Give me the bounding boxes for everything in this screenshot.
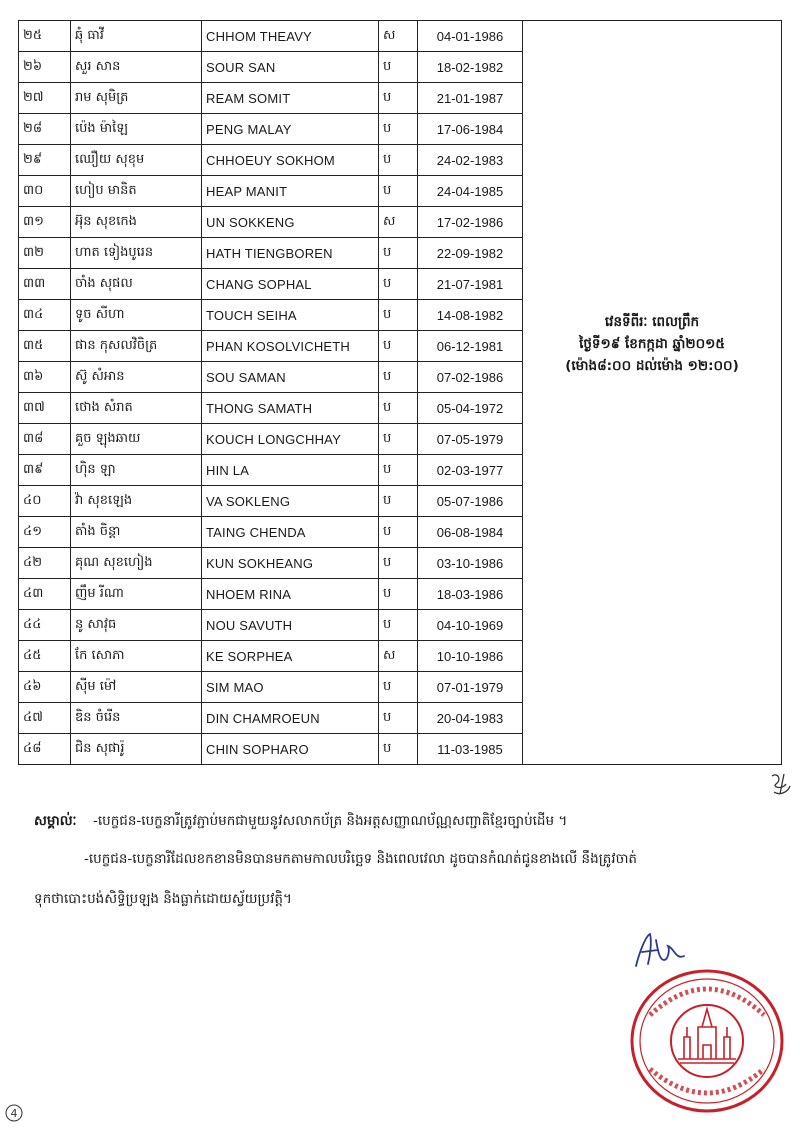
candidate-sex: ប [379, 114, 418, 145]
candidate-birth-date: 03-10-1986 [418, 548, 523, 579]
candidate-name-khmer: អ៊ុន សុខកេង [71, 207, 202, 238]
candidate-birth-date: 11-03-1985 [418, 734, 523, 765]
candidate-sex: ស [379, 21, 418, 52]
candidate-name-khmer: រាម សុមិត្រ [71, 83, 202, 114]
candidate-name-khmer: ផាន កុសលវិចិត្រ [71, 331, 202, 362]
candidate-number: ៣៨ [19, 424, 71, 455]
candidate-name-khmer: ស៊ូ សំអាន [71, 362, 202, 393]
candidate-birth-date: 04-01-1986 [418, 21, 523, 52]
candidate-birth-date: 22-09-1982 [418, 238, 523, 269]
candidate-sex: ប [379, 83, 418, 114]
candidate-number: ៤២ [19, 548, 71, 579]
candidate-name-latin: REAM SOMIT [202, 83, 379, 114]
candidate-birth-date: 24-04-1985 [418, 176, 523, 207]
candidate-sex: ប [379, 52, 418, 83]
candidate-number: ២៨ [19, 114, 71, 145]
candidate-name-latin: KUN SOKHEANG [202, 548, 379, 579]
candidate-name-khmer: កែ សោភា [71, 641, 202, 672]
candidate-sex: ប [379, 610, 418, 641]
note-line-3: ទុកថាបោះបង់សិទ្ធិប្រឡង និងធ្លាក់ដោយស្វ័យប្រវត្តិ។ [34, 891, 292, 907]
schedule-line-1: វេនទីពីរៈ ពេលព្រឹក [604, 314, 700, 330]
candidate-birth-date: 05-04-1972 [418, 393, 523, 424]
candidate-name-khmer: គួច ឡុងឆាយ [71, 424, 202, 455]
candidate-birth-date: 18-03-1986 [418, 579, 523, 610]
candidate-sex: ប [379, 393, 418, 424]
candidate-name-latin: UN SOKKENG [202, 207, 379, 238]
candidate-birth-date: 18-02-1982 [418, 52, 523, 83]
notes-label: សម្គាល់ៈ [34, 813, 77, 829]
candidate-name-latin: HIN LA [202, 455, 379, 486]
candidate-number: ៣៥ [19, 331, 71, 362]
candidate-name-khmer: ឆុំ ធាវី [71, 21, 202, 52]
candidate-sex: ប [379, 331, 418, 362]
candidate-number: ៣៧ [19, 393, 71, 424]
candidate-birth-date: 06-12-1981 [418, 331, 523, 362]
candidate-sex: ស [379, 207, 418, 238]
candidate-sex: ប [379, 269, 418, 300]
candidate-name-latin: THONG SAMATH [202, 393, 379, 424]
candidate-name-khmer: ប៉េង ម៉ាឡៃ [71, 114, 202, 145]
note-line-1: -បេក្ខជន-បេក្ខនារីត្រូវភ្ជាប់មកជាមួយនូវសលាកប័ត្រ និងអត្តសញ្ញាណប័ណ្ណសញ្ជាតិខ្មែរច្បាប់ដើម ។ [92, 813, 568, 829]
page-number-mark [4, 1102, 24, 1124]
candidate-birth-date: 17-02-1986 [418, 207, 523, 238]
candidate-number: ៤៧ [19, 703, 71, 734]
candidate-name-khmer: ហៀប មានិត [71, 176, 202, 207]
candidate-number: ២៦ [19, 52, 71, 83]
candidate-sex: ប [379, 734, 418, 765]
candidate-number: ៣១ [19, 207, 71, 238]
candidate-birth-date: 07-01-1979 [418, 672, 523, 703]
official-seal [628, 967, 786, 1115]
candidate-name-latin: CHIN SOPHARO [202, 734, 379, 765]
candidate-table-body [19, 21, 782, 765]
candidate-birth-date: 14-08-1982 [418, 300, 523, 331]
candidate-name-latin: HATH TIENGBOREN [202, 238, 379, 269]
candidate-name-khmer: តាំង ចិន្តា [71, 517, 202, 548]
note-line-2: -បេក្ខជន-បេក្ខនារីដែលខកខានមិនបានមកតាមកាលបរិច្ឆេទ និងពេលវេលា ដូចបានកំណត់ជូនខាងលើ នឹងត្រូវចាត់ [84, 851, 637, 867]
candidate-name-latin: KOUCH LONGCHHAY [202, 424, 379, 455]
schedule-line-3: (ម៉ោង៨:០០ ដល់ម៉ោង ១២:០០) [565, 358, 739, 374]
candidate-name-latin: SOU SAMAN [202, 362, 379, 393]
candidate-name-latin: HEAP MANIT [202, 176, 379, 207]
candidate-sex: ប [379, 579, 418, 610]
candidate-name-khmer: ឌិន ចំរើន [71, 703, 202, 734]
candidate-birth-date: 04-10-1969 [418, 610, 523, 641]
candidate-birth-date: 20-04-1983 [418, 703, 523, 734]
candidate-name-khmer: ជិន សុផារ៉ូ [71, 734, 202, 765]
signature [630, 930, 690, 972]
page-number: 4 [10, 1107, 18, 1120]
candidate-name-khmer: ទូច សីហា [71, 300, 202, 331]
candidate-number: ៣២ [19, 238, 71, 269]
candidate-number: ៤៥ [19, 641, 71, 672]
candidate-sex: ប [379, 672, 418, 703]
candidate-sex: ប [379, 362, 418, 393]
candidate-sex: ប [379, 455, 418, 486]
candidate-name-latin: SIM MAO [202, 672, 379, 703]
candidate-number: ៤១ [19, 517, 71, 548]
candidate-number: ៣៦ [19, 362, 71, 393]
candidate-name-khmer: សួរ សាន [71, 52, 202, 83]
candidate-number: ៣៣ [19, 269, 71, 300]
candidate-name-khmer: ហាត ទៀងបូរេន [71, 238, 202, 269]
candidate-birth-date: 10-10-1986 [418, 641, 523, 672]
candidate-sex: ប [379, 238, 418, 269]
candidate-birth-date: 17-06-1984 [418, 114, 523, 145]
candidate-sex: ស [379, 641, 418, 672]
margin-scribble [768, 770, 794, 798]
candidate-name-khmer: វ៉ា សុខឡេង [71, 486, 202, 517]
candidate-name-khmer: ហ៊ិន ឡា [71, 455, 202, 486]
candidate-sex: ប [379, 424, 418, 455]
candidate-number: ៤៣ [19, 579, 71, 610]
candidate-sex: ប [379, 517, 418, 548]
candidate-birth-date: 07-05-1979 [418, 424, 523, 455]
candidate-name-latin: PHAN KOSOLVICHETH [202, 331, 379, 362]
candidate-sex: ប [379, 145, 418, 176]
candidate-birth-date: 21-07-1981 [418, 269, 523, 300]
candidate-birth-date: 07-02-1986 [418, 362, 523, 393]
candidate-number: ៣០ [19, 176, 71, 207]
candidate-number: ៤៦ [19, 672, 71, 703]
candidate-name-latin: TAING CHENDA [202, 517, 379, 548]
candidate-name-khmer: ថោង សំរាត [71, 393, 202, 424]
candidate-name-latin: SOUR SAN [202, 52, 379, 83]
candidate-name-latin: CHANG SOPHAL [202, 269, 379, 300]
candidate-name-latin: KE SORPHEA [202, 641, 379, 672]
candidate-birth-date: 21-01-1987 [418, 83, 523, 114]
candidate-number: ២៩ [19, 145, 71, 176]
candidate-name-khmer: ចាំង សុផល [71, 269, 202, 300]
candidate-number: ៤៤ [19, 610, 71, 641]
candidate-number: ៣៩ [19, 455, 71, 486]
candidate-name-khmer: គុណ សុខហៀង [71, 548, 202, 579]
candidate-number: ២៥ [19, 21, 71, 52]
candidate-name-khmer: ញឹម រីណា [71, 579, 202, 610]
candidate-birth-date: 06-08-1984 [418, 517, 523, 548]
candidate-number: ៣៤ [19, 300, 71, 331]
candidate-number: ៤០ [19, 486, 71, 517]
candidate-birth-date: 24-02-1983 [418, 145, 523, 176]
candidate-number: ២៧ [19, 83, 71, 114]
schedule-line-2: ថ្ងៃទី១៩ ខែកក្កដា ឆ្នាំ២០១៥ [579, 336, 725, 352]
candidate-name-latin: NOU SAVUTH [202, 610, 379, 641]
exam-schedule-cell [523, 21, 782, 765]
candidate-name-khmer: នូ សាវុធ [71, 610, 202, 641]
candidate-birth-date: 02-03-1977 [418, 455, 523, 486]
candidate-birth-date: 05-07-1986 [418, 486, 523, 517]
candidate-name-latin: CHHOEUY SOKHOM [202, 145, 379, 176]
candidate-name-latin: VA SOKLENG [202, 486, 379, 517]
candidate-name-latin: CHHOM THEAVY [202, 21, 379, 52]
candidate-sex: ប [379, 548, 418, 579]
candidate-table [18, 20, 782, 765]
candidate-number: ៤៨ [19, 734, 71, 765]
candidate-name-latin: NHOEM RINA [202, 579, 379, 610]
candidate-name-khmer: ឈឿយ សុខុម [71, 145, 202, 176]
candidate-name-latin: PENG MALAY [202, 114, 379, 145]
candidate-name-latin: TOUCH SEIHA [202, 300, 379, 331]
candidate-row [19, 21, 782, 52]
candidate-name-khmer: ស៊ីម ម៉ៅ [71, 672, 202, 703]
candidate-sex: ប [379, 486, 418, 517]
candidate-sex: ប [379, 176, 418, 207]
candidate-sex: ប [379, 703, 418, 734]
candidate-name-latin: DIN CHAMROEUN [202, 703, 379, 734]
candidate-sex: ប [379, 300, 418, 331]
